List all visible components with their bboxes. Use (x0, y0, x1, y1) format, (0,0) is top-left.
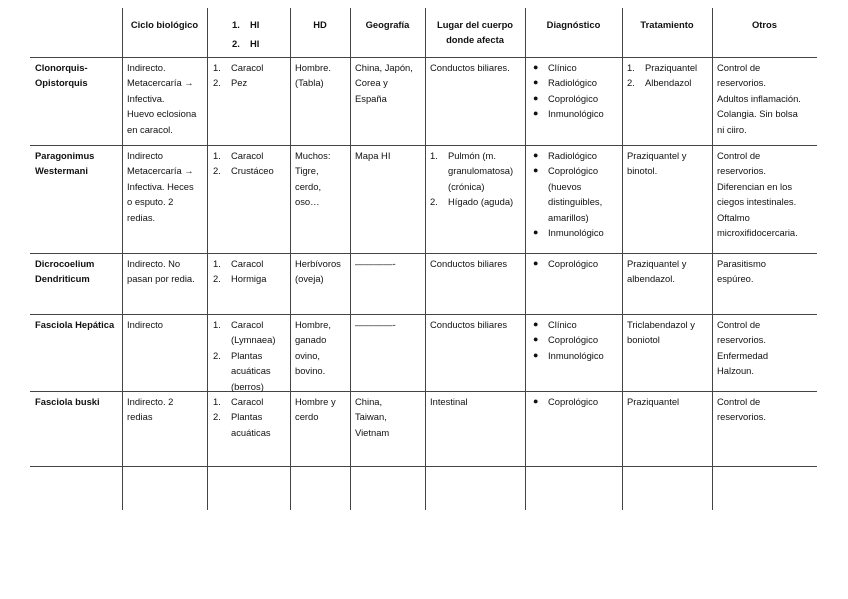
row-diagnostico-item (530, 317, 622, 332)
bullet-icon: ● (533, 77, 539, 88)
row-geografia-line: Vietnam (355, 426, 390, 438)
row-diagnostico (530, 256, 622, 271)
row-tratamiento-text: albendazol. (627, 273, 675, 285)
table-col-rule-7 (622, 8, 623, 510)
row-hi-text: (Lymnaea) (231, 334, 276, 346)
row-hi-text: Caracol (231, 62, 264, 73)
row-otros-line: espúreo. (717, 273, 754, 285)
row-tratamiento (627, 394, 712, 409)
row-tratamiento (627, 256, 712, 287)
bullet-icon: ● (533, 62, 539, 72)
row-geografia-line: ————- (355, 319, 396, 330)
header-hi-1: HI (250, 19, 260, 30)
row-lugar-item (430, 394, 525, 409)
row-diagnostico-text: Radiológico (548, 77, 597, 89)
row-hi (213, 148, 290, 179)
row-hi-item (213, 348, 290, 363)
row-ciclo-line: en caracol. (127, 123, 173, 135)
row-lugar-item (430, 179, 525, 194)
row-hd-line: (Tabla) (295, 77, 324, 89)
row-otros-line: reservorios. (717, 334, 766, 346)
row-diagnostico-item (530, 91, 622, 106)
table-rule-row1 (30, 145, 817, 146)
header-diagnostico: Diagnóstico (546, 19, 601, 30)
row-hd-line: (oveja) (295, 273, 324, 285)
row-lugar-marker: 2. (430, 196, 438, 208)
row-hi-text: Pez (231, 77, 248, 89)
row-hi-marker: 2. (213, 165, 221, 177)
row-otros-line: microxifidocercaria. (717, 227, 798, 239)
row-hd (295, 60, 350, 91)
row-hi-marker: 1. (213, 150, 221, 161)
row-ciclo-line: Metacercaría → (127, 77, 194, 89)
header-lugar (425, 17, 525, 48)
row-tratamiento-text: Triclabendazol y (627, 319, 695, 330)
header-ciclo: Ciclo biológico (130, 19, 199, 30)
row-otros-line: Control de (717, 396, 761, 407)
row-diagnostico-item (530, 179, 622, 194)
row-hd-line: Hombre y (295, 396, 336, 407)
row-hd (295, 256, 350, 287)
row-hi-item (213, 148, 290, 163)
row-diagnostico-text: Inmunológico (548, 227, 604, 239)
row-otros-line: reservorios. (717, 411, 766, 423)
row-hi-text: Caracol (231, 150, 264, 161)
row-geografia (355, 394, 425, 440)
row-otros (717, 60, 817, 137)
row-lugar-item (430, 148, 525, 163)
header-hd: HD (313, 19, 327, 30)
row-tratamiento-item (627, 317, 712, 332)
bullet-icon: ● (533, 258, 539, 268)
row-hd-line: ganado (295, 334, 327, 346)
bullet-icon: ● (533, 396, 539, 406)
row-geografia-line: Mapa HI (355, 150, 391, 161)
bullet-icon: ● (533, 334, 539, 345)
row-name (35, 317, 120, 332)
row-hi-item (213, 163, 290, 178)
row-geografia-line: ————- (355, 258, 396, 269)
row-lugar-item (430, 194, 525, 209)
row-ciclo-line: redias (127, 411, 153, 423)
table-rule-row4 (30, 391, 817, 392)
row-hi-text: Caracol (231, 258, 264, 269)
row-diagnostico-text: Coprológico (548, 258, 599, 269)
table-col-rule-1 (122, 8, 123, 510)
row-diagnostico-item (530, 148, 622, 163)
row-geografia (355, 148, 425, 163)
bullet-icon: ● (533, 227, 539, 238)
header-hi-2: HI (250, 38, 260, 50)
row-tratamiento-item (627, 75, 712, 90)
row-hi-marker: 1. (213, 319, 221, 330)
row-diagnostico-text: Coprológico (548, 92, 599, 104)
row-name-line: Dicrocoelium (35, 258, 95, 269)
bullet-icon: ● (533, 92, 539, 103)
row-hi-text: Plantas (231, 411, 263, 423)
row-lugar (430, 60, 525, 75)
row-lugar-text: Intestinal (430, 396, 468, 407)
row-geografia (355, 60, 425, 106)
row-hi (213, 317, 290, 394)
row-hi-text: Crustáceo (231, 165, 274, 177)
row-otros-line: Control de (717, 62, 761, 73)
row-diagnostico (530, 148, 622, 240)
header-geografia: Geografía (365, 19, 410, 30)
row-lugar-item (430, 60, 525, 75)
row-tratamiento-text: Praziquantel y (627, 258, 687, 269)
row-ciclo-line: Indirecto. 2 (127, 396, 174, 407)
row-hi-marker: 2. (213, 411, 221, 423)
row-lugar (430, 317, 525, 332)
row-ciclo-line: Indirecto. (127, 62, 166, 73)
row-lugar-text: granulomatosa) (448, 165, 514, 177)
row-diagnostico-text: distinguibles, (548, 196, 603, 208)
row-diagnostico (530, 60, 622, 122)
row-hi-item (213, 60, 290, 75)
row-otros (717, 317, 817, 379)
row-lugar (430, 394, 525, 409)
row-otros-line: Parasitismo (717, 258, 766, 269)
bullet-icon: ● (533, 319, 539, 329)
row-lugar-text: Conductos biliares (430, 258, 508, 269)
row-otros-line: Colangia. Sin bolsa (717, 108, 798, 120)
row-hi-item (213, 379, 290, 394)
row-hd-line: Muchos: (295, 150, 331, 161)
bullet-icon: ● (533, 165, 539, 176)
row-tratamiento-text: binotol. (627, 165, 658, 177)
row-name (35, 394, 120, 409)
row-hd-line: bovino. (295, 365, 326, 377)
row-hi-text: acuáticas (231, 426, 271, 438)
table-rule-row5 (30, 466, 817, 467)
row-hd-line: cerdo (295, 411, 319, 423)
bullet-icon: ● (533, 108, 539, 119)
row-hi-item (213, 271, 290, 286)
row-diagnostico-text: Clínico (548, 62, 577, 73)
row-hi-item (213, 332, 290, 347)
row-geografia-line: Taiwan, (355, 411, 387, 423)
row-diagnostico-item (530, 106, 622, 121)
row-geografia-line: China, (355, 396, 383, 407)
row-hi-item (213, 256, 290, 271)
row-tratamiento-text: boniotol (627, 334, 660, 346)
row-name-line: Opistorquis (35, 77, 88, 89)
header-tratamiento: Tratamiento (640, 19, 694, 30)
row-geografia-line: China, Japón, (355, 62, 413, 73)
row-hd-line: Herbívoros (295, 258, 341, 269)
row-hi-text: (berros) (231, 380, 264, 392)
row-hd-line: Tigre, (295, 165, 319, 177)
header-lugar-line2: donde afecta (446, 34, 504, 46)
row-diagnostico-item (530, 163, 622, 178)
row-diagnostico-text: Inmunológico (548, 108, 604, 120)
row-lugar-text: (crónica) (448, 180, 485, 192)
row-otros-line: Halzoun. (717, 365, 755, 377)
row-diagnostico-text: (huevos (548, 180, 582, 192)
row-lugar-text: Hígado (aguda) (448, 196, 514, 208)
row-hi-marker: 2. (213, 273, 221, 285)
row-ciclo-line: Infectiva. Heces (127, 180, 194, 192)
row-hi-text: Plantas (231, 349, 263, 361)
row-otros (717, 256, 817, 287)
row-tratamiento (627, 317, 712, 348)
row-tratamiento-item (627, 60, 712, 75)
row-tratamiento-text: Praziquantel (645, 62, 698, 73)
table-col-rule-8 (712, 8, 713, 510)
row-name (35, 148, 120, 179)
row-ciclo (127, 317, 207, 332)
row-ciclo-line: o esputo. 2 (127, 196, 174, 208)
row-tratamiento (627, 148, 712, 179)
row-hd (295, 394, 350, 425)
row-ciclo-line: Indirecto (127, 319, 163, 330)
row-lugar (430, 148, 525, 210)
row-geografia (355, 256, 425, 271)
row-diagnostico-item (530, 210, 622, 225)
row-name-line: Fasciola Hepática (35, 319, 115, 330)
row-hi-item (213, 425, 290, 440)
row-ciclo-line: Indirecto (127, 150, 163, 161)
header-hi-marker: 1. (232, 19, 240, 30)
header-otros: Otros (751, 19, 777, 30)
row-otros-line: Control de (717, 150, 761, 161)
row-tratamiento-item (627, 256, 712, 271)
bullet-icon: ● (533, 150, 539, 160)
row-hi-marker: 2. (213, 77, 221, 89)
bullet-icon: ● (533, 349, 539, 360)
row-name-line: Dendriticum (35, 273, 90, 285)
row-ciclo (127, 148, 207, 225)
table-col-rule-3 (290, 8, 291, 510)
row-otros-line: Enfermedad (717, 349, 769, 361)
row-diagnostico-text: Inmunológico (548, 349, 604, 361)
row-diagnostico-text: Radiológico (548, 150, 597, 161)
row-geografia-line: Corea y (355, 77, 388, 89)
table-col-rule-5 (425, 8, 426, 510)
row-name-line: Paragonimus (35, 150, 95, 161)
row-name-line: Fasciola buski (35, 396, 100, 407)
row-tratamiento-item (627, 271, 712, 286)
row-geografia (355, 317, 425, 332)
row-otros-line: ni ciiro. (717, 123, 747, 135)
row-hd-line: ovino, (295, 349, 321, 361)
row-tratamiento-item (627, 332, 712, 347)
row-hd-line: Hombre, (295, 319, 331, 330)
row-hi-item (213, 75, 290, 90)
row-hi-marker: 2. (213, 349, 221, 361)
row-ciclo (127, 394, 207, 425)
row-otros (717, 394, 817, 425)
row-diagnostico-item (530, 225, 622, 240)
row-name (35, 60, 120, 91)
row-hi-marker: 1. (213, 396, 221, 407)
row-name-line: Westermani (35, 165, 88, 177)
row-hd (295, 148, 350, 210)
header-hi-list (232, 17, 292, 52)
row-name-line: Clonorquis- (35, 62, 88, 73)
row-tratamiento-marker: 2. (627, 77, 635, 89)
row-otros-line: Diferencian en los (717, 180, 793, 192)
row-ciclo-line: Huevo eclosiona (127, 108, 197, 120)
row-lugar-item (430, 163, 525, 178)
row-lugar-text: Conductos biliares (430, 319, 508, 330)
row-hd-line: cerdo, (295, 180, 322, 192)
row-tratamiento-marker: 1. (627, 62, 635, 73)
row-lugar-text: Conductos biliares. (430, 62, 510, 73)
row-tratamiento-item (627, 148, 712, 163)
row-diagnostico-text: Coprológico (548, 396, 599, 407)
row-hi-item (213, 363, 290, 378)
row-ciclo (127, 60, 207, 137)
row-tratamiento-text: Praziquantel (627, 396, 680, 407)
row-hi (213, 60, 290, 91)
row-diagnostico-item (530, 60, 622, 75)
row-hi (213, 394, 290, 440)
row-otros-line: Adultos inflamación. (717, 92, 801, 104)
row-ciclo-line: Indirecto. No (127, 258, 181, 269)
row-diagnostico-text: Clínico (548, 319, 577, 330)
table-col-rule-2 (207, 8, 208, 510)
row-tratamiento-text: Albendazol (645, 77, 692, 89)
table-rule-row2 (30, 253, 817, 254)
row-lugar-marker: 1. (430, 150, 438, 161)
row-lugar-item (430, 256, 525, 271)
row-diagnostico-item (530, 194, 622, 209)
row-diagnostico (530, 394, 622, 409)
row-diagnostico-item (530, 332, 622, 347)
table-col-rule-4 (350, 8, 351, 510)
table-rule-header (30, 57, 817, 58)
row-diagnostico-text: Coprológico (548, 165, 599, 177)
row-name (35, 256, 120, 287)
row-otros-line: reservorios. (717, 77, 766, 89)
row-otros-line: reservorios. (717, 165, 766, 177)
row-hi-marker: 1. (213, 258, 221, 269)
table-col-rule-6 (525, 8, 526, 510)
row-ciclo-line: Metacercaría → (127, 165, 194, 177)
row-hi-text: Hormiga (231, 273, 267, 285)
row-lugar (430, 256, 525, 271)
row-hd (295, 317, 350, 379)
row-geografia-line: España (355, 92, 387, 104)
row-otros-line: ciegos intestinales. (717, 196, 797, 208)
row-hi-text: Caracol (231, 396, 264, 407)
row-tratamiento-item (627, 163, 712, 178)
row-hd-line: Hombre. (295, 62, 331, 73)
row-diagnostico-item (530, 348, 622, 363)
row-ciclo-line: redias. (127, 211, 156, 223)
row-diagnostico-item (530, 394, 622, 409)
row-tratamiento-item (627, 394, 712, 409)
row-hi-text: Caracol (231, 319, 264, 330)
row-lugar-text: Pulmón (m. (448, 150, 496, 161)
row-ciclo-line: pasan por redia. (127, 273, 195, 285)
row-hi-marker: 1. (213, 62, 221, 73)
row-diagnostico (530, 317, 622, 363)
header-lugar-line1: Lugar del cuerpo (436, 19, 514, 30)
row-hi (213, 256, 290, 287)
row-diagnostico-item (530, 256, 622, 271)
row-hi-item (213, 394, 290, 409)
row-ciclo-line: Infectiva. (127, 92, 165, 104)
row-hi-item (213, 317, 290, 332)
row-hi-item (213, 409, 290, 424)
row-tratamiento (627, 60, 712, 91)
row-otros-line: Oftalmo (717, 211, 750, 223)
row-otros-line: Control de (717, 319, 761, 330)
row-hd-line: oso… (295, 196, 320, 208)
row-tratamiento-text: Praziquantel y (627, 150, 687, 161)
row-diagnostico-item (530, 75, 622, 90)
row-diagnostico-text: Coprológico (548, 334, 599, 346)
row-ciclo (127, 256, 207, 287)
table-rule-row3 (30, 314, 817, 315)
row-otros (717, 148, 817, 240)
row-diagnostico-text: amarillos) (548, 211, 589, 223)
header-hi-marker: 2. (232, 38, 240, 50)
row-hi-text: acuáticas (231, 365, 271, 377)
row-lugar-item (430, 317, 525, 332)
